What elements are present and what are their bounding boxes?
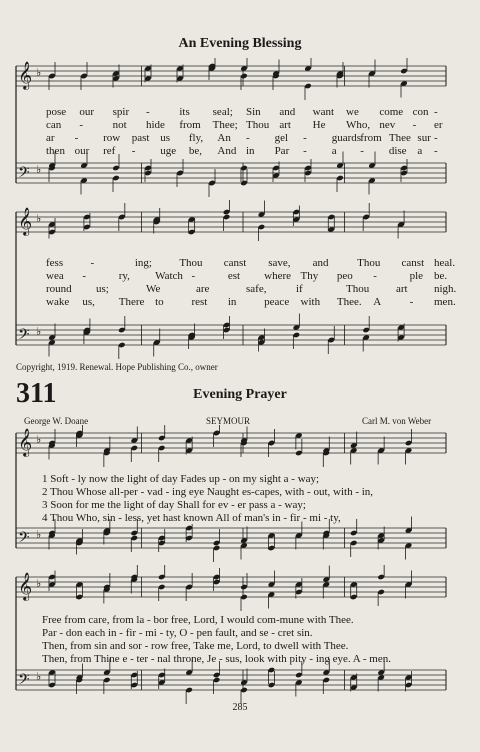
lyric-verse-1: Free from care, from la - bor free, Lord, I would com-mune with Thee.: [42, 614, 354, 626]
lyric-syllable: we: [346, 106, 359, 118]
lyric-syllable: ref: [103, 145, 116, 157]
lyric-syllable: us;: [96, 283, 109, 295]
lyric-syllable: save,: [268, 257, 291, 269]
lyric-syllable: and: [312, 257, 329, 269]
lyric-syllable: if: [296, 283, 303, 295]
lyric-syllable: and: [279, 106, 296, 118]
lyric-verse-4: 4 Thou Who, sin - less, yet hast known All of man's in - fir - mi - ty,: [42, 512, 341, 524]
treble-clef-icon: 𝄞: [18, 572, 33, 600]
lyric-syllable: peace: [264, 296, 290, 308]
lyric-verse-4: [0, 296, 480, 309]
lyric-syllable: fess: [46, 257, 64, 269]
lyric-syllable: -: [303, 145, 307, 157]
lyric-verse-4: [0, 145, 480, 158]
lyric-syllable: -: [246, 132, 250, 144]
lyric-syllable: want: [312, 106, 335, 118]
lyric-syllable: where: [264, 270, 292, 282]
composer-credit: Carl M. von Weber: [362, 416, 432, 426]
lyric-syllable: ple: [409, 270, 424, 282]
lyricist-credit: George W. Doane: [24, 416, 89, 426]
lyric-syllable: We: [146, 283, 161, 295]
lyric-syllable: are: [196, 283, 210, 295]
lyric-syllable: A: [373, 296, 382, 308]
lyric-syllable: our: [74, 145, 90, 157]
lyric-syllable: -: [409, 296, 414, 308]
lyric-syllable: heal.: [434, 257, 456, 269]
lyric-syllable: -: [434, 145, 438, 157]
flat-key-signature-icon: ♭: [36, 670, 42, 683]
flat-key-signature-icon: ♭: [36, 528, 42, 541]
lyric-syllable: ar: [46, 132, 55, 144]
lyric-syllable: guards: [331, 132, 362, 144]
lyric-syllable: safe,: [246, 283, 267, 295]
lyric-syllable: with: [300, 296, 321, 308]
lyric-verse-1: 1 Soft - ly now the light of day Fades up - on my sight a - way;: [42, 473, 320, 485]
lyric-syllable: pose: [46, 106, 67, 118]
lyric-syllable: Thou: [357, 257, 381, 269]
lyric-syllable: -: [303, 132, 307, 144]
lyric-verse-3: [0, 283, 480, 296]
lyric-syllable: be,: [188, 145, 202, 157]
lyric-syllable: canst: [401, 257, 425, 269]
lyric-syllable: Thou: [179, 257, 203, 269]
lyric-syllable: wea: [46, 270, 64, 282]
hymn-number: 311: [16, 378, 57, 409]
lyric-syllable: -: [131, 145, 136, 157]
lyric-syllable: -: [434, 132, 438, 144]
lyric-syllable: rest: [191, 296, 208, 308]
lyric-syllable: -: [434, 106, 438, 118]
lyric-syllable: a: [331, 145, 337, 157]
lyric-syllable: spir: [112, 106, 130, 118]
lyric-verse-4: Then, from Thine e - ter - nal throne, Je - sus, look with pity - ing eye. A - men.: [42, 653, 391, 665]
lyric-syllable: Who,: [346, 119, 371, 131]
lyric-syllable: nev: [379, 119, 396, 131]
lyric-syllable: con: [412, 106, 429, 118]
flat-key-signature-icon: ♭: [36, 577, 42, 590]
lyric-verse-3: [0, 132, 480, 145]
lyric-syllable: our: [79, 106, 94, 118]
lyric-syllable: Thou: [246, 119, 270, 131]
lyric-syllable: -: [74, 132, 79, 144]
bass-staff: [16, 163, 446, 185]
lyric-syllable: ing;: [134, 257, 152, 269]
lyric-syllable: er: [434, 119, 443, 131]
lyric-verse-2: [0, 119, 480, 132]
lyric-syllable: from: [179, 119, 201, 131]
lyric-syllable: be.: [434, 270, 448, 282]
lyric-syllable: in: [227, 296, 237, 308]
lyric-syllable: peo: [336, 270, 353, 282]
lyric-syllable: to: [155, 296, 164, 308]
lyric-verse-3: Then, from sin and sor - row free, Take me, Lord, to dwell with Thee.: [42, 640, 349, 652]
lyric-syllable: canst: [223, 257, 247, 269]
lyric-syllable: He: [312, 119, 326, 131]
bass-staff: [16, 325, 446, 347]
lyric-syllable: then: [46, 145, 65, 157]
lyric-syllable: Thee;: [212, 119, 238, 131]
lyric-verse-2: Par - don each in - fir - mi - ty, O - pen fault, and se - cret sin.: [42, 627, 313, 639]
lyric-syllable: us,: [82, 296, 95, 308]
lyric-syllable: hide: [146, 119, 165, 131]
lyric-syllable: -: [360, 145, 364, 157]
lyric-verse-2: 2 Thou Whose all-per - vad - ing eye Naught es-capes, with - out, with - in,: [42, 486, 374, 498]
lyric-syllable: Thy: [300, 270, 319, 282]
lyric-syllable: -: [191, 270, 196, 282]
lyric-verse-3: 3 Soon for me the light of day Shall for ev - er pass a - way;: [42, 499, 306, 511]
lyric-syllable: uge: [160, 145, 177, 157]
hymn-title-evening-prayer: Evening Prayer: [193, 387, 287, 402]
lyric-syllable: a: [417, 145, 423, 157]
lyric-syllable: from: [360, 132, 382, 144]
lyric-syllable: gel: [274, 132, 289, 144]
lyric-syllable: past: [131, 132, 150, 144]
lyric-syllable: -: [82, 270, 87, 282]
lyric-syllable: And: [217, 145, 237, 157]
lyric-syllable: art: [396, 283, 408, 295]
lyric-syllable: Thee.: [336, 296, 362, 308]
treble-staff: [16, 207, 446, 236]
treble-clef-icon: 𝄞: [18, 428, 33, 456]
lyric-syllable: come: [379, 106, 404, 118]
bass-clef-icon: 𝄢: [18, 671, 30, 692]
flat-key-signature-icon: ♭: [36, 325, 42, 338]
lyric-syllable: Thou: [346, 283, 370, 295]
lyric-syllable: Watch: [155, 270, 183, 282]
lyric-syllable: its: [179, 106, 190, 118]
lyric-syllable: us: [160, 132, 171, 144]
treble-clef-icon: 𝄞: [18, 61, 33, 89]
lyric-syllable: -: [90, 257, 95, 269]
lyric-syllable: -: [146, 106, 150, 118]
copyright-notice: Copyright, 1919. Renewal. Hope Publishing Co., owner: [16, 362, 218, 372]
lyric-syllable: row: [103, 132, 121, 144]
lyric-verse-1: [0, 106, 480, 119]
lyric-verse-2: [0, 270, 480, 283]
flat-key-signature-icon: ♭: [36, 433, 42, 446]
flat-key-signature-icon: ♭: [36, 66, 42, 79]
lyric-syllable: -: [412, 119, 417, 131]
lyric-syllable: in: [246, 145, 255, 157]
bass-clef-icon: 𝄢: [18, 529, 30, 550]
lyric-syllable: dise: [388, 145, 407, 157]
lyric-syllable: -: [373, 270, 377, 282]
bass-clef-icon: 𝄢: [18, 326, 30, 347]
lyric-syllable: est: [227, 270, 241, 282]
lyric-syllable: fly,: [188, 132, 204, 144]
lyric-syllable: can: [46, 119, 62, 131]
treble-staff: [16, 61, 446, 90]
lyric-syllable: not: [112, 119, 127, 131]
lyric-syllable: nigh.: [434, 283, 457, 295]
lyric-syllable: wake: [46, 296, 70, 308]
lyric-syllable: seal;: [212, 106, 233, 118]
flat-key-signature-icon: ♭: [36, 163, 42, 176]
lyric-syllable: There: [118, 296, 145, 308]
lyric-syllable: Sin: [246, 106, 261, 118]
lyric-syllable: Par: [274, 145, 290, 157]
hymn-title-an-evening-blessing: An Evening Blessing: [178, 36, 302, 51]
tune-name: SEYMOUR: [206, 416, 251, 426]
bass-clef-icon: 𝄢: [18, 164, 30, 185]
lyric-verse-1: [0, 257, 480, 270]
lyric-syllable: round: [46, 283, 72, 295]
lyric-syllable: Thee: [388, 132, 411, 144]
lyric-syllable: sur: [417, 132, 431, 144]
treble-clef-icon: 𝄞: [18, 207, 33, 235]
lyric-syllable: men.: [434, 296, 456, 308]
page-number: 285: [232, 702, 248, 713]
flat-key-signature-icon: ♭: [36, 212, 42, 225]
lyric-syllable: -: [79, 119, 83, 131]
lyric-syllable: ry,: [118, 270, 130, 282]
lyric-syllable: An: [217, 132, 231, 144]
lyric-syllable: art: [279, 119, 291, 131]
